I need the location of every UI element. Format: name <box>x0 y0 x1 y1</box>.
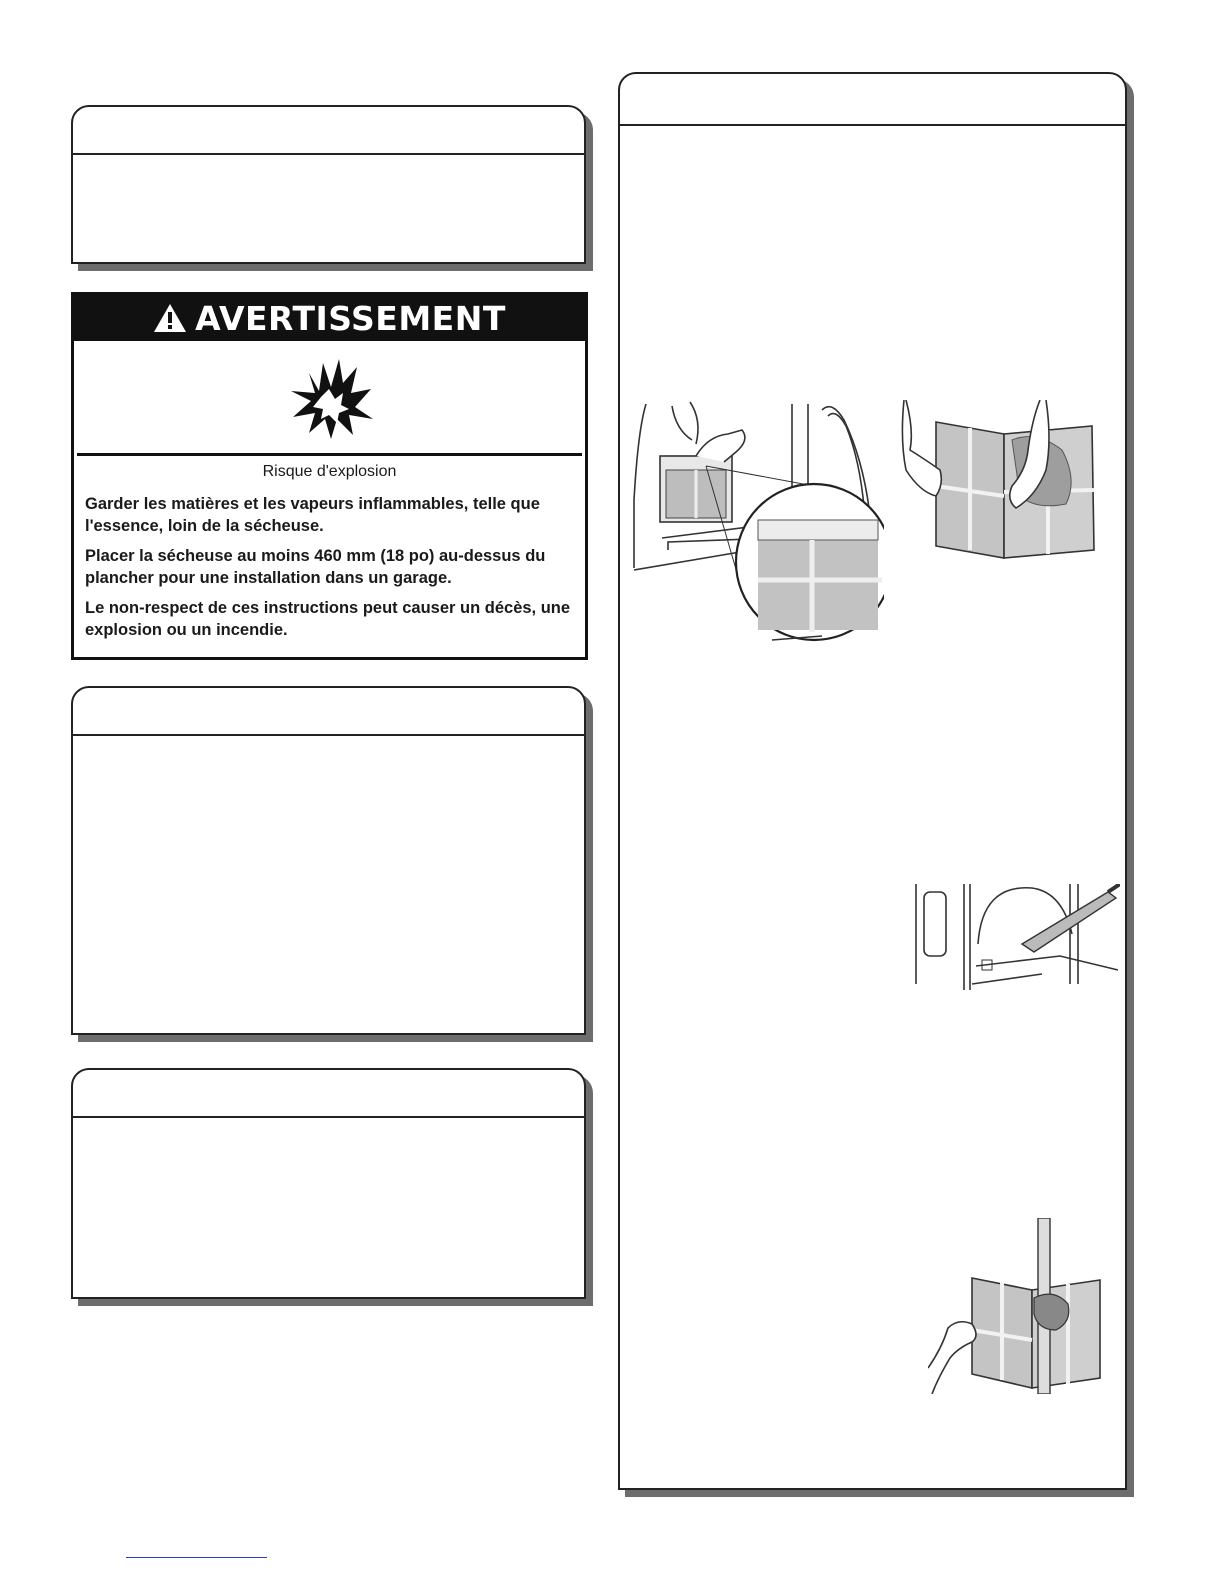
vacuum-lint-screen-illustration <box>928 1218 1118 1394</box>
explosion-icon <box>287 353 377 443</box>
warning-title: AVERTISSEMENT <box>195 298 506 338</box>
lint-screen-cleaning-illustration <box>896 400 1114 560</box>
warning-box <box>71 292 588 660</box>
panel-top-left <box>71 105 586 264</box>
warning-pictogram <box>77 343 582 456</box>
panel-header <box>73 688 584 736</box>
warning-line-3: Le non-respect de ces instructions peut causer un décès, une explosion ou un incendie. <box>85 599 571 639</box>
panel-header <box>73 1070 584 1118</box>
warning-triangle-icon <box>153 303 187 333</box>
warning-line-1: Garder les matières et les vapeurs inflammables, telle que l'essence, loin de la sécheuse. <box>85 495 540 535</box>
warning-line-2: Placer la sécheuse au moins 460 mm (18 po) au-dessus du plancher pour une installation dans un garage. <box>85 547 546 587</box>
lint-screen-removal-illustration <box>632 400 884 642</box>
panel-bottom-left <box>71 1068 586 1299</box>
warning-body <box>74 463 585 649</box>
panel-header <box>73 107 584 155</box>
warning-risk-title: Risque d'explosion <box>262 463 397 480</box>
warning-header <box>74 295 585 341</box>
panel-middle-left <box>71 686 586 1035</box>
panel-header <box>620 74 1125 126</box>
footer-link-underline <box>126 1557 267 1558</box>
vacuum-lint-housing-illustration <box>912 884 1120 992</box>
